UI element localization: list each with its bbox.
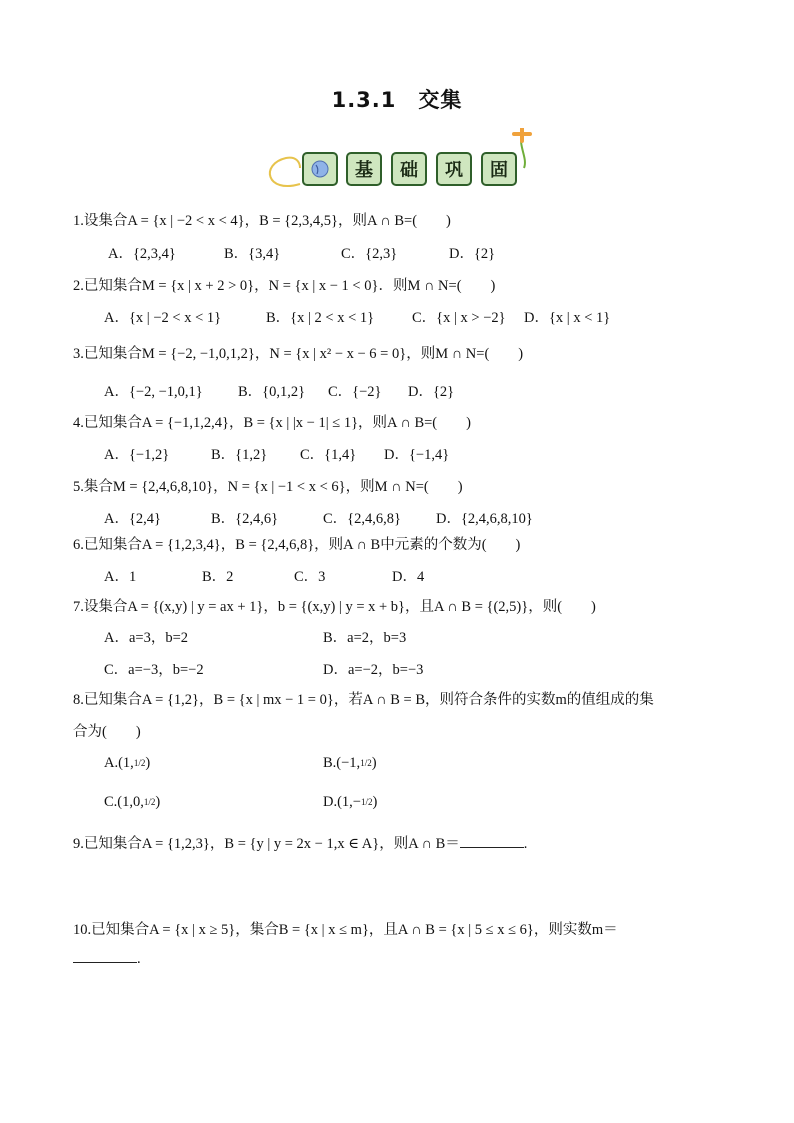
q5-option-b: B．{2,4,6} — [211, 511, 279, 527]
q8-option-d-text: D.(1,− — [323, 794, 361, 810]
question-8-stem: 8.已知集合A = {1,2}，B = {x | mx − 1 = 0}，若A ∩ B = B，则符合条件的实数m的值组成的集 — [73, 692, 654, 708]
question-5-stem: 5.集合M = {2,4,6,8,10}，N = {x | −1 < x < 6}，则M ∩ N=( ) — [73, 479, 463, 495]
q8-option-a-frac: 1/2 — [133, 758, 146, 769]
banner-char-3: 巩 — [436, 152, 472, 186]
q7-option-d: D．a=−2，b=−3 — [323, 662, 424, 678]
q8-option-b: B.(−1,1/2) — [323, 755, 377, 771]
q3-option-c: C．{−2} — [328, 384, 382, 400]
page-title: 1.3.1 交集 — [331, 88, 463, 112]
q2-option-d: D．{x | x < 1} — [524, 310, 611, 326]
question-2-stem: 2.已知集合M = {x | x + 2 > 0}，N = {x | x − 1 < 0}．则M ∩ N=( ) — [73, 278, 496, 294]
q10-answer-blank[interactable] — [73, 950, 137, 963]
q1-option-d: D．{2} — [449, 246, 496, 262]
q4-option-a: A．{−1,2} — [104, 447, 170, 463]
q8-option-d: D.(1,−1/2) — [323, 794, 378, 810]
question-6-stem: 6.已知集合A = {1,2,3,4}，B = {2,4,6,8}，则A ∩ B中元素的个数为( ) — [73, 537, 521, 553]
q1-option-c: C．{2,3} — [341, 246, 398, 262]
q2-option-a: A．{x | −2 < x < 1} — [104, 310, 222, 326]
q9-answer-blank[interactable] — [460, 835, 524, 848]
q7-option-a: A．a=3，b=2 — [104, 630, 189, 646]
question-10-stem: 10.已知集合A = {x | x ≥ 5}，集合B = {x | x ≤ m}，且A ∩ B = {x | 5 ≤ x ≤ 6}，则实数m＝ — [73, 922, 618, 938]
globe-icon — [310, 159, 330, 179]
q6-option-c: C．3 — [294, 569, 326, 585]
q8-option-b-text: B.(−1, — [323, 755, 361, 771]
q8-option-c-text: C.(1,0, — [104, 794, 144, 810]
question-9-stem: 9.已知集合A = {1,2,3}，B = {y | y = 2x − 1,x ∈ A}，则A ∩ B＝ — [73, 836, 460, 852]
question-9: 9.已知集合A = {1,2,3}，B = {y | y = 2x − 1,x ∈ A}，则A ∩ B＝ . — [73, 836, 528, 852]
q1-option-a: A．{2,3,4} — [108, 246, 176, 262]
question-7-stem: 7.设集合A = {(x,y) | y = ax + 1}，b = {(x,y) | y = x + b}，且A ∩ B = {(2,5)}，则( ) — [73, 599, 596, 615]
banner-char-1: 基 — [346, 152, 382, 186]
q3-option-b: B．{0,1,2} — [238, 384, 306, 400]
q5-option-d: D．{2,4,6,8,10} — [436, 511, 533, 527]
q4-option-d: D．{−1,4} — [384, 447, 450, 463]
q2-option-c: C．{x | x > −2} — [412, 310, 506, 326]
q3-option-d: D．{2} — [408, 384, 455, 400]
q7-option-b: B．a=2，b=3 — [323, 630, 407, 646]
q8-option-b-frac: 1/2 — [360, 758, 372, 769]
q5-option-c: C．{2,4,6,8} — [323, 511, 401, 527]
q8-option-a-text: A.(1, — [104, 755, 134, 771]
q10-answer-line: . — [73, 950, 141, 968]
q8-option-c: C.(1,0,1/2) — [104, 794, 161, 810]
question-8-stem-cont: 合为( ) — [73, 724, 141, 740]
banner-globe-tile — [302, 152, 338, 186]
question-3-stem: 3.已知集合M = {−2, −1,0,1,2}，N = {x | x² − x − 6 = 0}，则M ∩ N=( ) — [73, 346, 524, 362]
question-1-stem: 1.设集合A = {x | −2 < x < 4}，B = {2,3,4,5}，则A ∩ B=( ) — [73, 213, 451, 229]
q2-option-b: B．{x | 2 < x < 1} — [266, 310, 375, 326]
q8-option-c-frac: 1/2 — [143, 797, 156, 808]
q7-option-c: C．a=−3，b=−2 — [104, 662, 204, 678]
q5-option-a: A．{2,4} — [104, 511, 162, 527]
banner-char-2: 础 — [391, 152, 427, 186]
q1-option-b: B．{3,4} — [224, 246, 281, 262]
q4-option-b: B．{1,2} — [211, 447, 268, 463]
q6-option-b: B．2 — [202, 569, 234, 585]
banner-char-4: 固 — [481, 152, 517, 186]
q6-option-d: D．4 — [392, 569, 425, 585]
question-4-stem: 4.已知集合A = {−1,1,2,4}，B = {x | |x − 1| ≤ 1}，则A ∩ B=( ) — [73, 415, 471, 431]
q6-option-a: A．1 — [104, 569, 137, 585]
q3-option-a: A．{−2, −1,0,1} — [104, 384, 203, 400]
q4-option-c: C．{1,4} — [300, 447, 357, 463]
q8-option-a: A.(1,1/2) — [104, 755, 151, 771]
q8-option-d-frac: 1/2 — [360, 797, 373, 808]
